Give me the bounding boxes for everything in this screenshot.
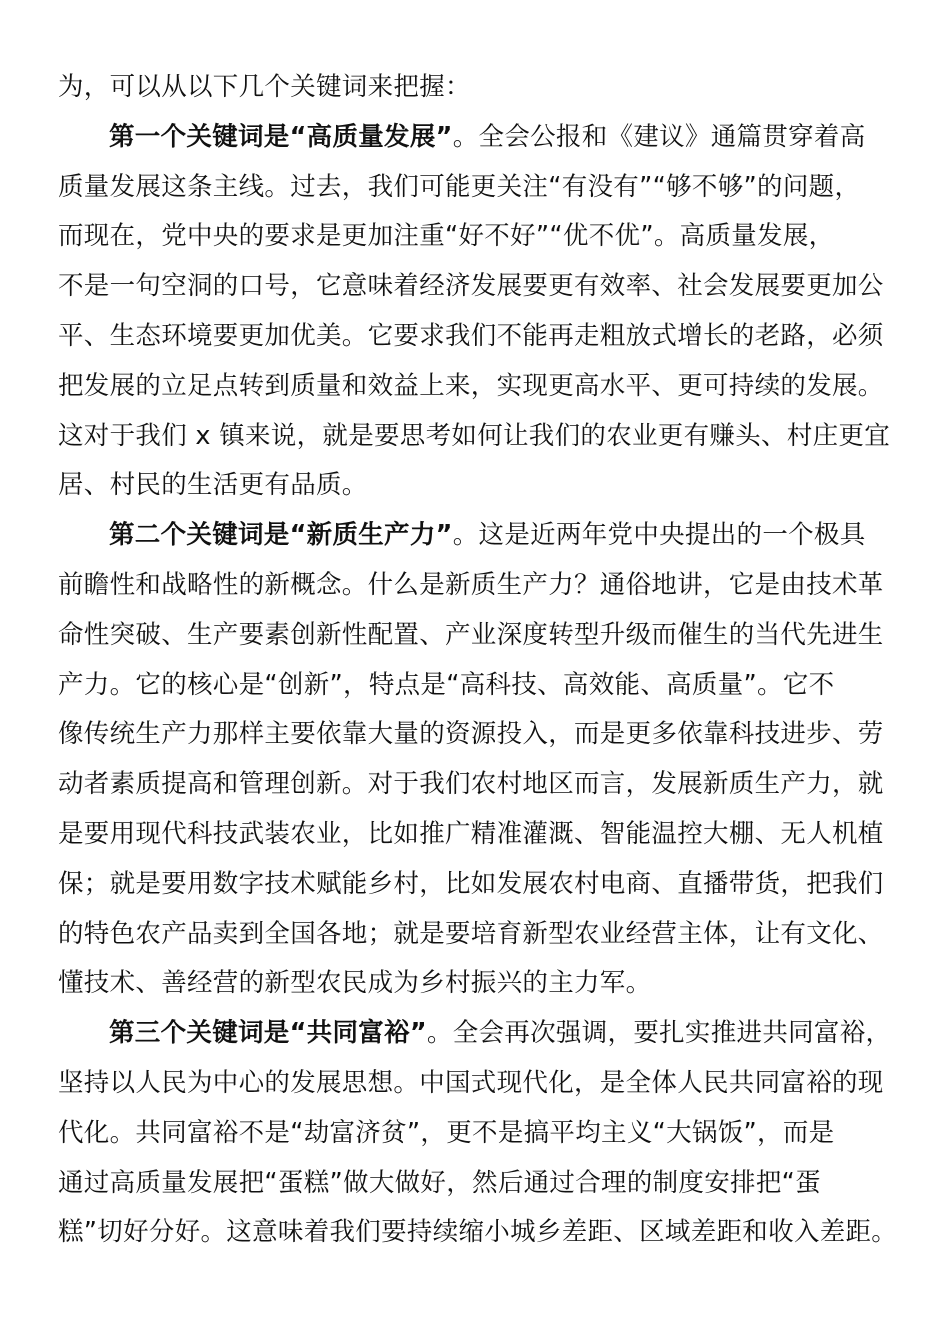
line-text: 把发展的立足点转到质量和效益上来，实现更高水平、更可持续的发展。 — [58, 370, 884, 401]
line-text: 通过高质量发展把“蛋糕”做大做好，然后通过合理的制度安排把“蛋 — [58, 1167, 821, 1198]
text-line — [58, 760, 898, 810]
line-text: 平、生态环境要更加优美。它要求我们不能再走粗放式增长的老路，必须 — [58, 320, 884, 351]
text-line — [58, 959, 898, 1009]
line-text: 而现在，党中央的要求是更加注重“好不好”“优不优”。高质量发展， — [58, 221, 835, 252]
line-text: 。这是近两年党中央提出的一个极具 — [452, 520, 866, 551]
text-line — [58, 910, 898, 960]
line-text: 产力。它的核心是“创新”，特点是“高科技、高效能、高质量”。它不 — [58, 669, 835, 700]
line-text: 。全会再次强调，要扎实推进共同富裕， — [426, 1018, 892, 1049]
text-line — [58, 1159, 898, 1209]
line-text: 动者素质提高和管理创新。对于我们农村地区而言，发展新质生产力，就 — [58, 769, 884, 800]
paragraph — [58, 1009, 898, 1258]
paragraph — [58, 511, 898, 1009]
text-line — [58, 163, 898, 213]
line-text: 保；就是要用数字技术赋能乡村，比如发展农村电商、直播带货，把我们 — [58, 868, 884, 899]
text-line — [58, 312, 898, 362]
paragraph — [58, 63, 898, 113]
text-line — [58, 1109, 898, 1159]
text-line — [58, 860, 898, 910]
text-line — [58, 412, 898, 462]
text-line — [58, 212, 898, 262]
line-text: 居、村民的生活更有品质。 — [58, 470, 368, 501]
line-text: 前瞻性和战略性的新概念。什么是新质生产力？通俗地讲，它是由技术革 — [58, 569, 884, 600]
text-line — [58, 262, 898, 312]
text-line — [58, 1059, 898, 1109]
line-text: 为，可以从以下几个关键词来把握： — [58, 72, 471, 102]
text-line — [58, 113, 898, 163]
text-line — [58, 561, 898, 611]
text-line — [58, 362, 898, 412]
line-text: 代化。共同富裕不是“劫富济贫”，更不是搞平均主义“大锅饭”，而是 — [58, 1117, 835, 1148]
line-text: 糕”切好分好。这意味着我们要持续缩小城乡差距、区域差距和收入差距。 — [58, 1217, 898, 1248]
text-line — [58, 1009, 898, 1059]
line-text: 质量发展这条主线。过去，我们可能更关注“有没有”“够不够”的问题， — [58, 171, 861, 202]
keyword-heading: 第二个关键词是“新质生产力” — [109, 520, 453, 551]
line-text: 这对于我们 x 镇来说，就是要思考如何让我们的农业更有赚头、村庄更宜 — [58, 420, 891, 451]
text-line — [58, 810, 898, 860]
line-text: 命性突破、生产要素创新性配置、产业深度转型升级而催生的当代先进生 — [58, 619, 884, 650]
document-body — [58, 63, 898, 1258]
text-line — [58, 1208, 898, 1258]
line-text: 。全会公报和《建议》通篇贯穿着高 — [452, 121, 866, 152]
keyword-heading: 第一个关键词是“高质量发展” — [109, 121, 453, 152]
keyword-heading: 第三个关键词是“共同富裕” — [109, 1018, 427, 1049]
text-line — [58, 511, 898, 561]
line-text: 坚持以人民为中心的发展思想。中国式现代化，是全体人民共同富裕的现 — [58, 1067, 884, 1098]
line-text: 不是一句空洞的口号，它意味着经济发展要更有效率、社会发展要更加公 — [58, 271, 884, 302]
text-line — [58, 710, 898, 760]
text-line — [58, 461, 898, 511]
paragraph — [58, 113, 898, 511]
text-line — [58, 63, 898, 113]
line-text: 懂技术、善经营的新型农民成为乡村振兴的主力军。 — [58, 968, 652, 999]
line-text: 像传统生产力那样主要依靠大量的资源投入，而是更多依靠科技进步、劳 — [58, 719, 884, 750]
line-text: 的特色农产品卖到全国各地；就是要培育新型农业经营主体，让有文化、 — [58, 918, 884, 949]
text-line — [58, 661, 898, 711]
line-text: 是要用现代科技武装农业，比如推广精准灌溉、智能温控大棚、无人机植 — [58, 818, 884, 849]
text-line — [58, 611, 898, 661]
